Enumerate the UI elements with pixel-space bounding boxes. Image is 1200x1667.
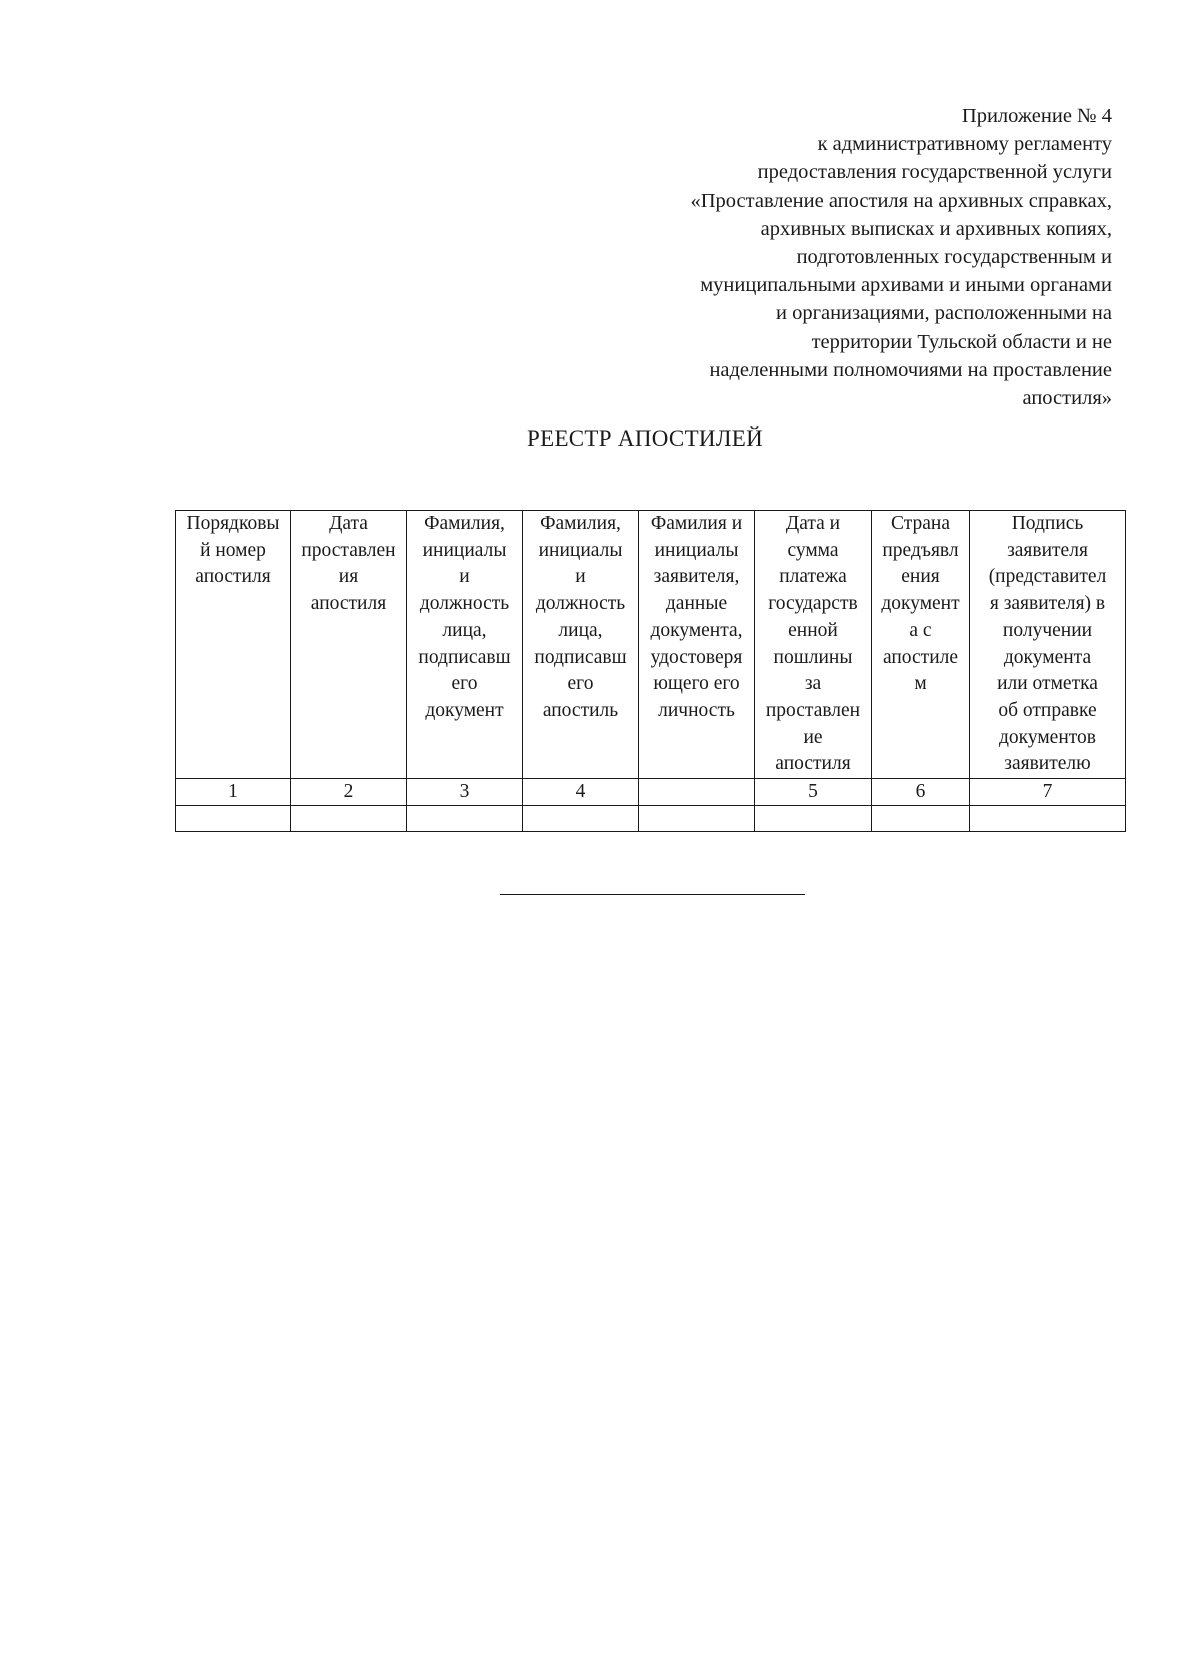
column-header-line: его: [451, 673, 478, 695]
column-header-line: Порядковы: [186, 513, 280, 534]
column-header-line: заявителя,: [653, 566, 740, 588]
column-header-line: апостиль: [542, 699, 619, 721]
appendix-line: и организациями, расположенными на: [775, 302, 1112, 325]
column-header-line: Фамилия,: [424, 513, 505, 534]
table-cell: [872, 806, 970, 832]
column-header-line: лица,: [558, 619, 603, 641]
column-header-line: енной: [788, 619, 838, 641]
appendix-line: предоставления государственной услуги: [757, 161, 1112, 184]
column-header-line: апостиле: [882, 646, 959, 668]
column-header-line: об отправке: [998, 699, 1097, 721]
table-cell: [523, 806, 639, 832]
column-header-line: апостиля: [310, 593, 387, 615]
table-cell: [291, 806, 407, 832]
column-header-line: заявителю: [1004, 753, 1091, 775]
column-header-line: заявителя: [1007, 539, 1088, 561]
column-header-line: (представител: [988, 566, 1107, 588]
column-header-line: проставлен: [765, 699, 861, 721]
column-header-line: документ: [881, 593, 960, 615]
column-header-line: получении: [1002, 619, 1093, 641]
column-header-line: м: [914, 673, 927, 695]
column-number-cell: 6: [872, 779, 970, 806]
column-number-row: [176, 779, 1126, 806]
column-header-7: [872, 511, 970, 779]
column-header-line: Страна: [890, 513, 950, 534]
column-header-5: [639, 511, 755, 779]
column-header-4: [523, 511, 639, 779]
appendix-line: архивных выписках и архивных копиях,: [760, 217, 1112, 240]
column-header-line: инициалы: [538, 539, 623, 561]
table-cell: [176, 806, 291, 832]
column-header-line: и: [459, 566, 470, 588]
column-header-2: [291, 511, 407, 779]
column-header-line: инициалы: [654, 539, 739, 561]
column-header-line: и: [575, 566, 586, 588]
column-number-cell: 5: [755, 779, 872, 806]
column-header-line: государств: [768, 593, 858, 615]
table-row: [176, 806, 1126, 832]
column-header-line: Дата и: [785, 513, 841, 534]
column-number-cell: 4: [523, 779, 639, 806]
apostille-registry-table: [175, 510, 1126, 832]
column-header-line: Дата: [329, 513, 368, 534]
table-cell: [407, 806, 523, 832]
column-number-cell: 3: [407, 779, 523, 806]
column-header-line: платежа: [779, 566, 847, 588]
appendix-line: «Проставление апостиля на архивных справках,: [690, 189, 1112, 212]
column-header-6: [755, 511, 872, 779]
appendix-line: наделенными полномочиями на проставление: [709, 358, 1112, 381]
column-header-line: подписавш: [418, 646, 511, 668]
column-header-line: должность: [419, 593, 510, 615]
column-header-line: ия: [338, 566, 359, 588]
column-header-line: или отметка: [997, 673, 1098, 695]
column-number-cell: 1: [176, 779, 291, 806]
column-header-line: документ: [425, 699, 504, 721]
column-header-line: апостиля: [775, 753, 851, 775]
appendix-header: [472, 102, 1112, 412]
column-header-line: ющего его: [653, 673, 740, 695]
column-number-cell: 2: [291, 779, 407, 806]
column-header-line: удостоверя: [650, 646, 743, 668]
column-number-cell: [639, 779, 755, 806]
appendix-line: подготовленных государственным и: [796, 246, 1112, 269]
column-header-line: документа: [1003, 646, 1092, 668]
column-header-line: документов: [998, 726, 1096, 748]
column-header-line: за: [804, 673, 822, 695]
end-divider: [500, 894, 805, 895]
column-header-line: проставлен: [301, 539, 396, 561]
column-header-line: я заявителя) в: [989, 593, 1106, 615]
column-header-line: личность: [658, 699, 735, 721]
column-header-line: Подпись: [1011, 513, 1084, 534]
column-header-line: Фамилия,: [540, 513, 621, 534]
column-header-line: должность: [535, 593, 626, 615]
column-header-line: апостиля: [195, 566, 271, 588]
table-cell: [970, 806, 1126, 832]
column-header-line: лица,: [442, 619, 487, 641]
column-header-line: сумма: [787, 539, 839, 561]
appendix-line: Приложение № 4: [961, 105, 1112, 127]
column-header-1: [176, 511, 291, 779]
column-header-line: пошлины: [773, 646, 853, 668]
table-header-row: [176, 511, 1126, 779]
column-header-8: [970, 511, 1126, 779]
appendix-line: муниципальными архивами и иными органами: [700, 274, 1112, 297]
table-cell: [639, 806, 755, 832]
column-header-3: [407, 511, 523, 779]
column-header-line: Фамилия и: [650, 513, 743, 534]
appendix-line: к административному регламенту: [817, 133, 1112, 156]
column-header-line: подписавш: [534, 646, 627, 668]
table-cell: [755, 806, 872, 832]
appendix-line: территории Тульской области и не: [811, 330, 1112, 353]
column-header-line: й номер: [200, 539, 266, 561]
column-header-line: а с: [909, 619, 932, 641]
column-header-line: документа,: [650, 619, 743, 641]
column-header-line: его: [567, 673, 594, 695]
appendix-line: апостиля»: [1022, 387, 1112, 410]
column-header-line: ие: [803, 726, 823, 748]
column-header-line: ения: [901, 566, 940, 588]
column-header-line: предъявл: [882, 539, 959, 561]
column-header-line: инициалы: [422, 539, 507, 561]
column-number-cell: 7: [970, 779, 1126, 806]
column-header-line: данные: [665, 593, 728, 615]
document-title: РЕЕСТР АПОСТИЛЕЙ: [527, 426, 763, 451]
